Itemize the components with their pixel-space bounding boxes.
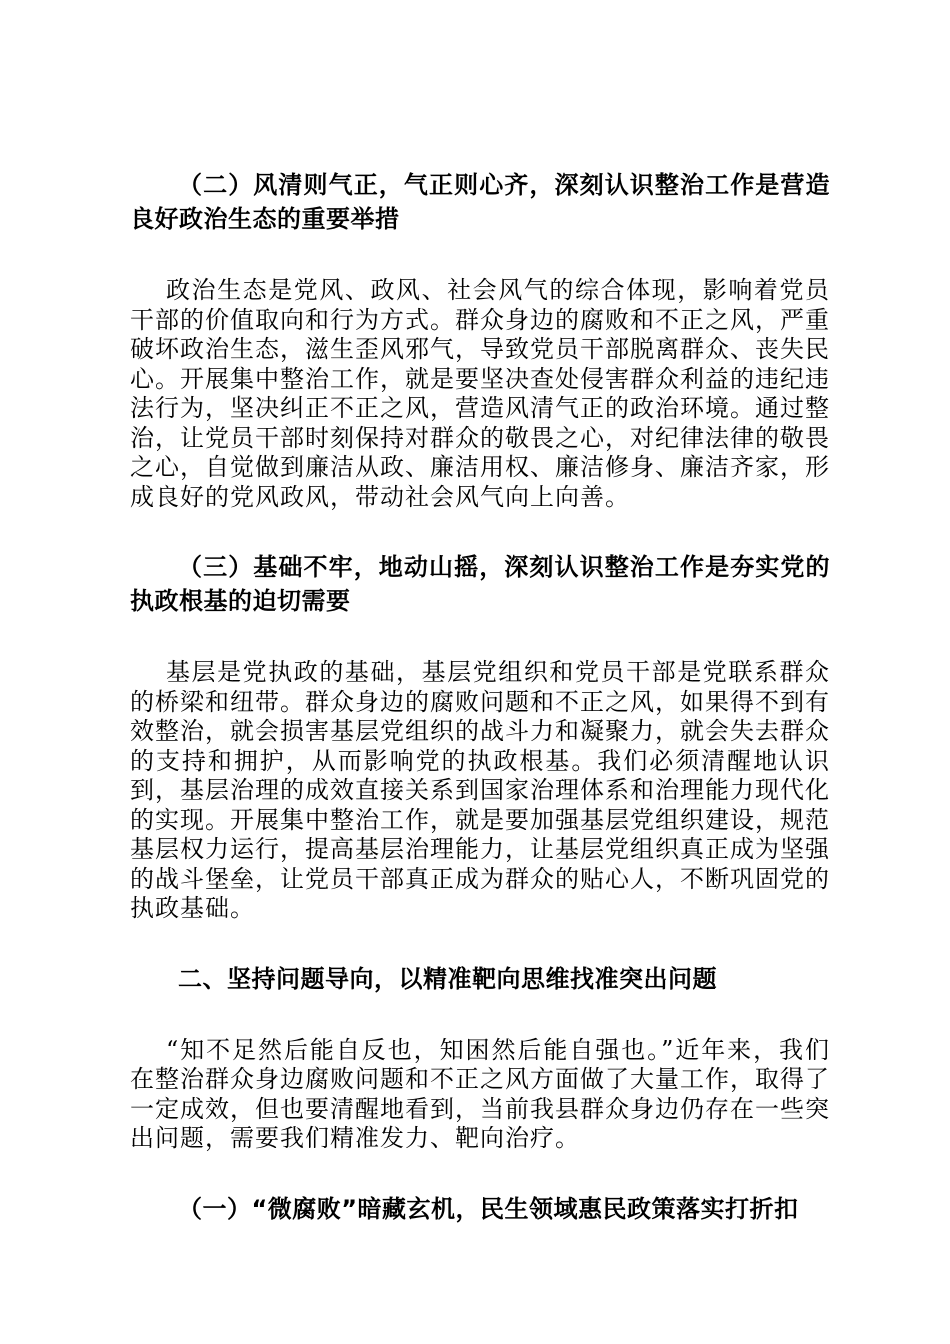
section-heading-1: （一）“微腐败”暗藏玄机，民生领域惠民政策落实打折扣 <box>178 1194 799 1223</box>
body-paragraph: 政治生态是党风、政风、社会风气的综合体现，影响着党员干部的价值取向和行为方式。群众身边的腐败和不正之风，严重破坏政治生态，滋生歪风邪气，导致党员干部脱离群众、丧失民心。开展集中整治工作，就是要坚决查处侵害群众利益的违纪违法行为，坚决纠正不正之风，营造风清气正的政治环境。通过整治，让党员干部时刻保持对群众的敬畏之心，对纪律法律的敬畏之心，自觉做到廉洁从政、廉洁用权、廉洁修身、廉洁齐家，形成良好的党风政风，带动社会风气向上向善。 <box>130 276 830 511</box>
section-heading-3: （三）基础不牢，地动山摇，深刻认识整治工作是夯实党的执政根基的迫切需要 <box>130 553 830 615</box>
body-paragraph: “知不足然后能自反也，知困然后能自强也。”近年来，我们在整治群众身边腐败问题和不正之风方面做了大量工作，取得了一定成效，但也要清醒地看到，当前我县群众身边仍存在一些突出问题，需要我们精准发力、靶向治疗。 <box>130 1035 830 1152</box>
document-body <box>130 168 830 1226</box>
section-heading-2: （二）风清则气正，气正则心齐，深刻认识整治工作是营造良好政治生态的重要举措 <box>130 171 830 233</box>
body-paragraph: 基层是党执政的基础，基层党组织和党员干部是党联系群众的桥梁和纽带。群众身边的腐败问题和不正之风，如果得不到有效整治，就会损害基层党组织的战斗力和凝聚力，就会失去群众的支持和拥护，从而影响党的执政根基。我们必须清醒地认识到，基层治理的成效直接关系到国家治理体系和治理能力现代化的实现。开展集中整治工作，就是要加强基层党组织建设，规范基层权力运行，提高基层治理能力，让基层党组织真正成为坚强的战斗堡垒，让党员干部真正成为群众的贴心人，不断巩固党的执政基础。 <box>130 658 830 922</box>
chapter-heading-2: 二、坚持问题导向，以精准靶向思维找准突出问题 <box>178 964 717 993</box>
